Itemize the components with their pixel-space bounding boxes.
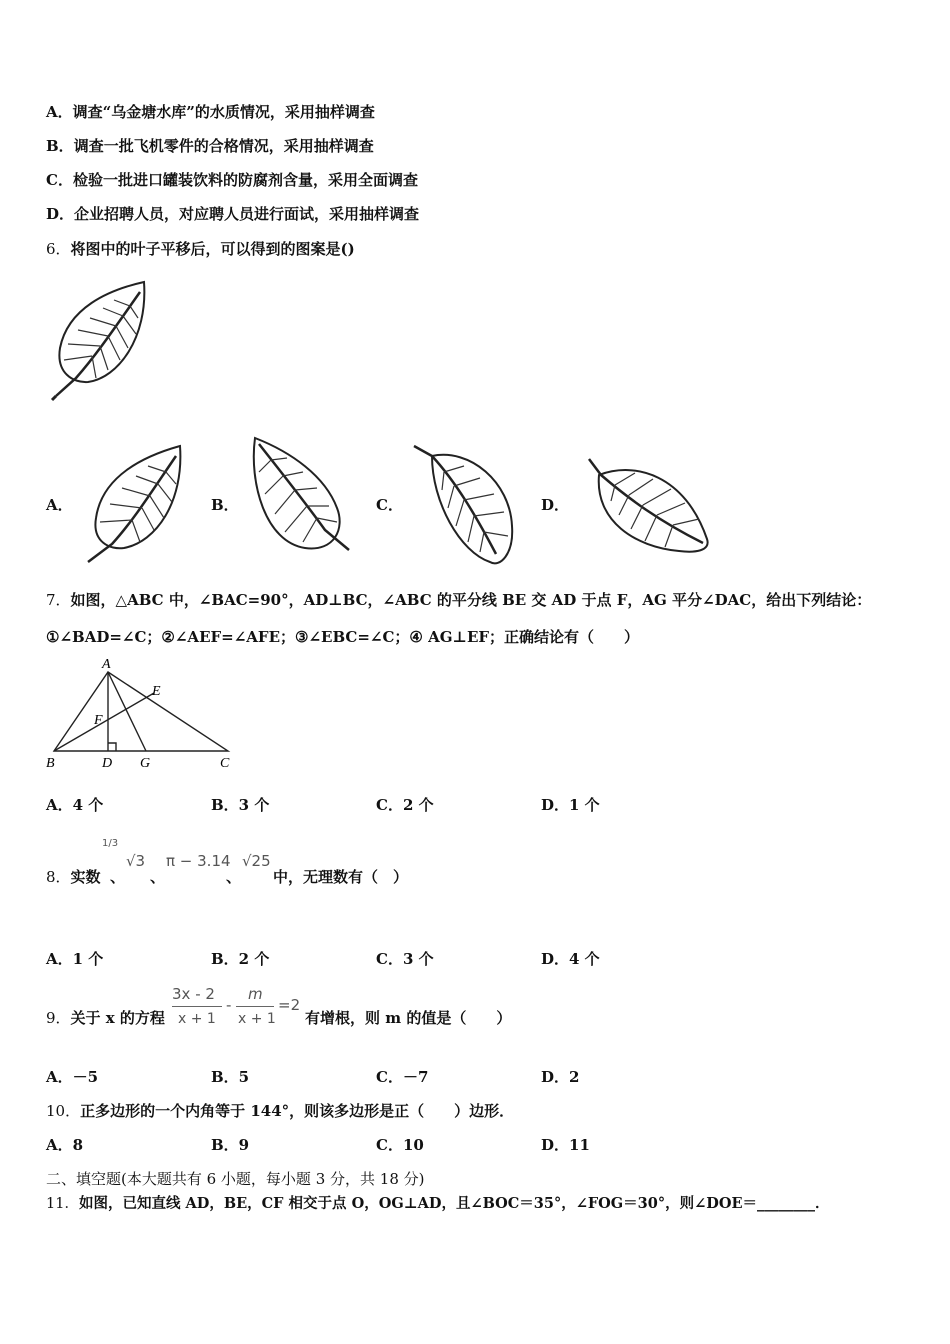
q9-fraction1-denominator: x + 1 — [178, 1011, 216, 1027]
q8-sqrt3: √3 — [126, 852, 146, 870]
q8-option-b[interactable]: B．2 个 — [211, 950, 270, 968]
q9-stem-pre: 9．关于 x 的方程 — [46, 1009, 165, 1027]
q9-minus-sign: - — [226, 996, 232, 1014]
q8-sep1: 、 — [110, 868, 126, 886]
q7-label-e: E — [152, 684, 161, 699]
q7-option-b[interactable]: B．3 个 — [211, 796, 270, 814]
q7-stem-line1: 7．如图，△ABC 中，∠BAC=90°，AD⊥BC，∠ABC 的平分线 BE 交 AD 于点 F，AG 平分∠DAC，给出下列结论： — [46, 591, 872, 609]
q8-stem-pre: 8．实数 — [46, 868, 101, 886]
q8-stem-post: 中，无理数有（ ） — [273, 868, 409, 886]
q8-sep3: 、 — [226, 868, 242, 886]
q6-option-d-label[interactable]: D． — [541, 496, 570, 514]
q9-option-a[interactable]: A．－5 — [46, 1068, 99, 1086]
q6-option-c-label[interactable]: C． — [376, 496, 403, 514]
q8-option-a[interactable]: A．1 个 — [46, 950, 104, 968]
q8-sep2: 、 — [150, 868, 166, 886]
q9-fraction1-numerator: 3x - 2 — [172, 985, 215, 1003]
q9-option-b[interactable]: B．5 — [211, 1068, 250, 1086]
q6-option-d-leaf-image[interactable] — [585, 455, 715, 555]
q9-option-c[interactable]: C．－7 — [376, 1068, 429, 1086]
q9-fraction2-denominator: x + 1 — [238, 1011, 276, 1027]
q8-option-d[interactable]: D．4 个 — [541, 950, 600, 968]
q7-label-c: C — [220, 756, 230, 771]
q6-original-leaf-image — [48, 278, 158, 406]
q6-option-b-leaf-image[interactable] — [245, 432, 355, 562]
q10-option-d[interactable]: D．11 — [541, 1136, 590, 1154]
q7-label-a: A — [102, 657, 111, 672]
q5-option-a[interactable]: A．调查“乌金塘水库”的水质情况，采用抽样调查 — [46, 103, 375, 121]
q6-option-b-label[interactable]: B． — [211, 496, 239, 514]
q7-label-g: G — [140, 756, 151, 771]
q9-fraction2-numerator: m — [248, 985, 263, 1003]
q7-option-c[interactable]: C．2 个 — [376, 796, 434, 814]
q7-label-d: D — [102, 756, 113, 771]
q7-option-a[interactable]: A．4 个 — [46, 796, 104, 814]
q9-rhs: =2 — [278, 996, 301, 1014]
q7-stem-line2: ①∠BAD=∠C；②∠AEF=∠AFE；③∠EBC=∠C；④ AG⊥EF；正确结论有（ ） — [46, 628, 640, 646]
section-fill-in-heading: 二、填空题(本大题共有 6 小题，每小题 3 分，共 18 分) — [46, 1170, 425, 1188]
q10-option-b[interactable]: B．9 — [211, 1136, 250, 1154]
q5-option-d[interactable]: D．企业招聘人员，对应聘人员进行面试，采用抽样调查 — [46, 205, 420, 223]
q7-label-b: B — [46, 756, 55, 771]
q5-option-c[interactable]: C．检验一批进口罐装饮料的防腐剂含量，采用全面调查 — [46, 171, 418, 189]
q7-triangle-figure — [42, 655, 242, 775]
q6-option-a-label[interactable]: A． — [46, 496, 73, 514]
q11-stem: 11．如图，已知直线 AD，BE，CF 相交于点 O，OG⊥AD，且∠BOC＝35°，∠FOG＝30°，则∠DOE＝________． — [46, 1195, 830, 1212]
q8-sqrt25: √25 — [242, 852, 271, 870]
q6-option-a-leaf-image[interactable] — [82, 442, 187, 570]
q8-fraction-one-third: 1/3 — [102, 838, 119, 849]
q6-stem: 6．将图中的叶子平移后，可以得到的图案是() — [46, 240, 355, 258]
q7-option-d[interactable]: D．1 个 — [541, 796, 600, 814]
q8-option-c[interactable]: C．3 个 — [376, 950, 434, 968]
q6-option-c-leaf-image[interactable] — [410, 442, 520, 572]
q5-option-b[interactable]: B．调查一批飞机零件的合格情况，采用抽样调查 — [46, 137, 374, 155]
q9-stem-post: 有增根，则 m 的值是（ ） — [305, 1009, 512, 1027]
q8-pi-expression: π − 3.14 — [166, 852, 231, 870]
q9-fraction2-bar — [236, 1006, 274, 1007]
q10-option-c[interactable]: C．10 — [376, 1136, 424, 1154]
q9-option-d[interactable]: D．2 — [541, 1068, 580, 1086]
q9-fraction1-bar — [172, 1006, 222, 1007]
q10-option-a[interactable]: A．8 — [46, 1136, 84, 1154]
q7-label-f: F — [94, 713, 103, 728]
q10-stem: 10．正多边形的一个内角等于 144°，则该多边形是正（ ）边形． — [46, 1102, 515, 1120]
